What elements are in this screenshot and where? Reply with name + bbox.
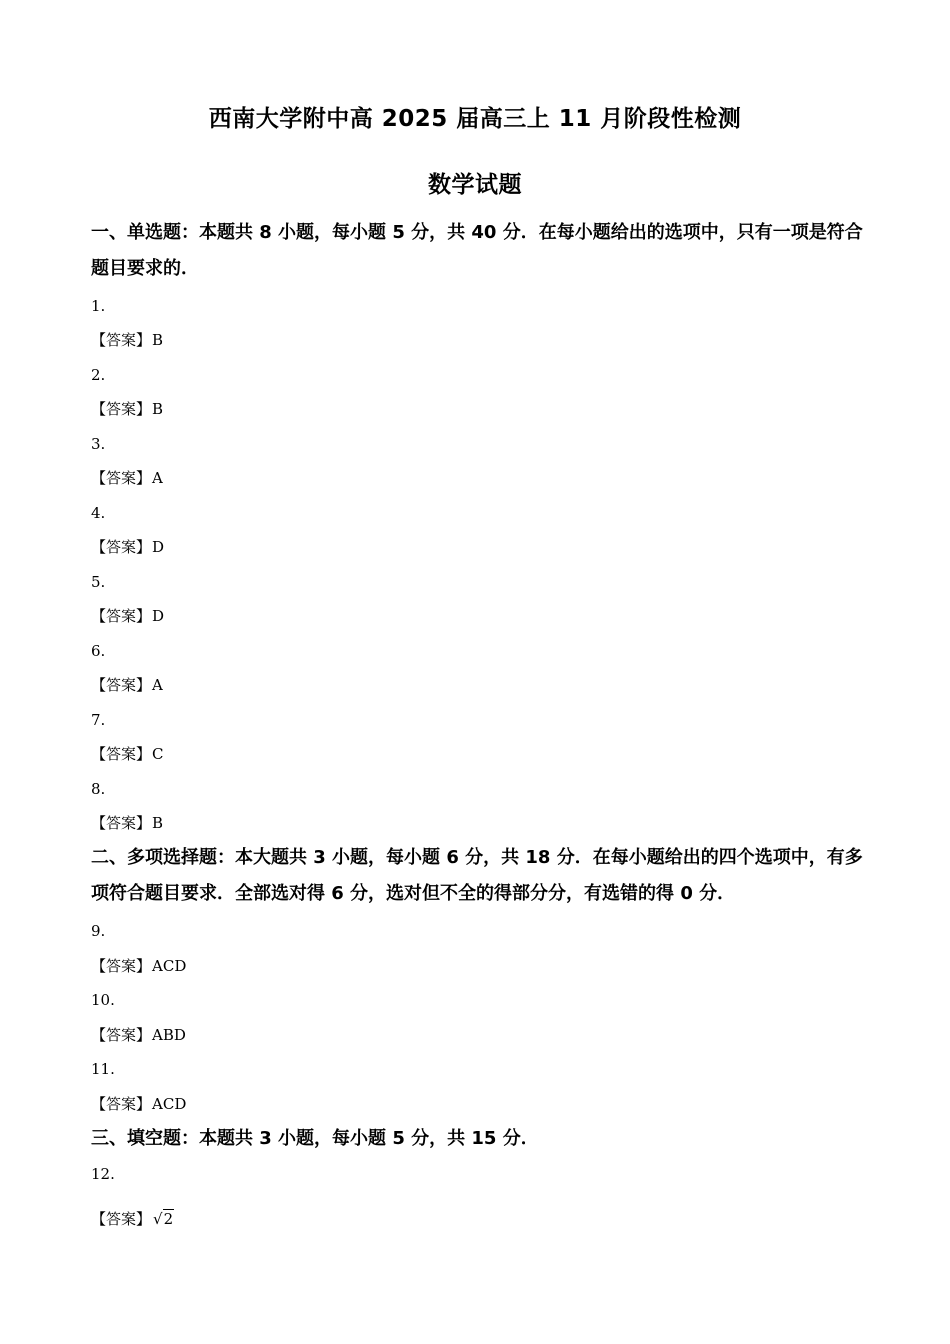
answer-label: 【答案】 — [91, 957, 152, 975]
question-number: 5. — [91, 573, 106, 591]
answer-value: ACD — [152, 1095, 187, 1113]
answer-label: 【答案】 — [91, 607, 152, 625]
question-number: 9. — [91, 922, 106, 940]
answer-label: 【答案】 — [91, 745, 152, 763]
answer-line — [91, 1025, 186, 1045]
section-heading-single-choice: 一、单选题：本题共 8 小题，每小题 5 分，共 40 分．在每小题给出的选项中，只有一项是符合题目要求的． — [91, 222, 863, 279]
section-heading-multiple-choice: 二、多项选择题：本大题共 3 小题，每小题 6 分，共 18 分．在每小题给出的四个选项中，有多项符合题目要求．全部选对得 6 分，选对但不全的得部分分，有选错的得 0 分． — [91, 847, 863, 904]
square-root-expression — [153, 1209, 174, 1229]
page-title: 西南大学附中高 2025 届高三上 11 月阶段性检测 — [208, 106, 742, 132]
radical-sign-icon: √ — [153, 1210, 163, 1228]
question-number: 4. — [91, 504, 106, 522]
question-number: 3. — [91, 435, 106, 453]
answer-line — [91, 813, 163, 833]
answer-line — [91, 744, 164, 764]
question-number: 12. — [91, 1165, 115, 1183]
answer-label: 【答案】 — [91, 1095, 152, 1113]
answer-value: A — [152, 469, 163, 487]
answer-line — [91, 956, 186, 976]
answer-line — [91, 399, 163, 419]
answer-line — [91, 675, 163, 695]
section-heading-fill-in: 三、填空题：本题共 3 小题，每小题 5 分，共 15 分． — [91, 1128, 539, 1149]
answer-value: ABD — [152, 1026, 186, 1044]
answer-line — [91, 468, 163, 488]
answer-label: 【答案】 — [91, 1210, 152, 1228]
answer-line — [91, 606, 164, 626]
answer-value: A — [152, 676, 163, 694]
answer-label: 【答案】 — [91, 1026, 152, 1044]
answer-line — [91, 1094, 186, 1114]
answer-value: B — [152, 331, 164, 349]
answer-value: B — [152, 400, 164, 418]
answer-label: 【答案】 — [91, 814, 152, 832]
answer-label: 【答案】 — [91, 331, 152, 349]
answer-line — [91, 537, 164, 557]
question-number: 2. — [91, 366, 106, 384]
subject-title: 数学试题 — [428, 172, 522, 198]
answer-label: 【答案】 — [91, 676, 152, 694]
answer-label: 【答案】 — [91, 469, 152, 487]
answer-value: D — [152, 538, 165, 556]
question-number: 11. — [91, 1060, 115, 1078]
radicand: 2 — [163, 1210, 174, 1228]
answer-value: B — [152, 814, 164, 832]
answer-value: C — [152, 745, 164, 763]
question-number: 7. — [91, 711, 106, 729]
answer-label: 【答案】 — [91, 400, 152, 418]
question-number: 8. — [91, 780, 106, 798]
question-number: 6. — [91, 642, 106, 660]
question-number: 1. — [91, 297, 106, 315]
answer-line — [91, 330, 163, 350]
question-number: 10. — [91, 991, 115, 1009]
answer-value: D — [152, 607, 165, 625]
answer-label: 【答案】 — [91, 538, 152, 556]
answer-value: ACD — [152, 957, 187, 975]
answer-line — [91, 1209, 174, 1229]
